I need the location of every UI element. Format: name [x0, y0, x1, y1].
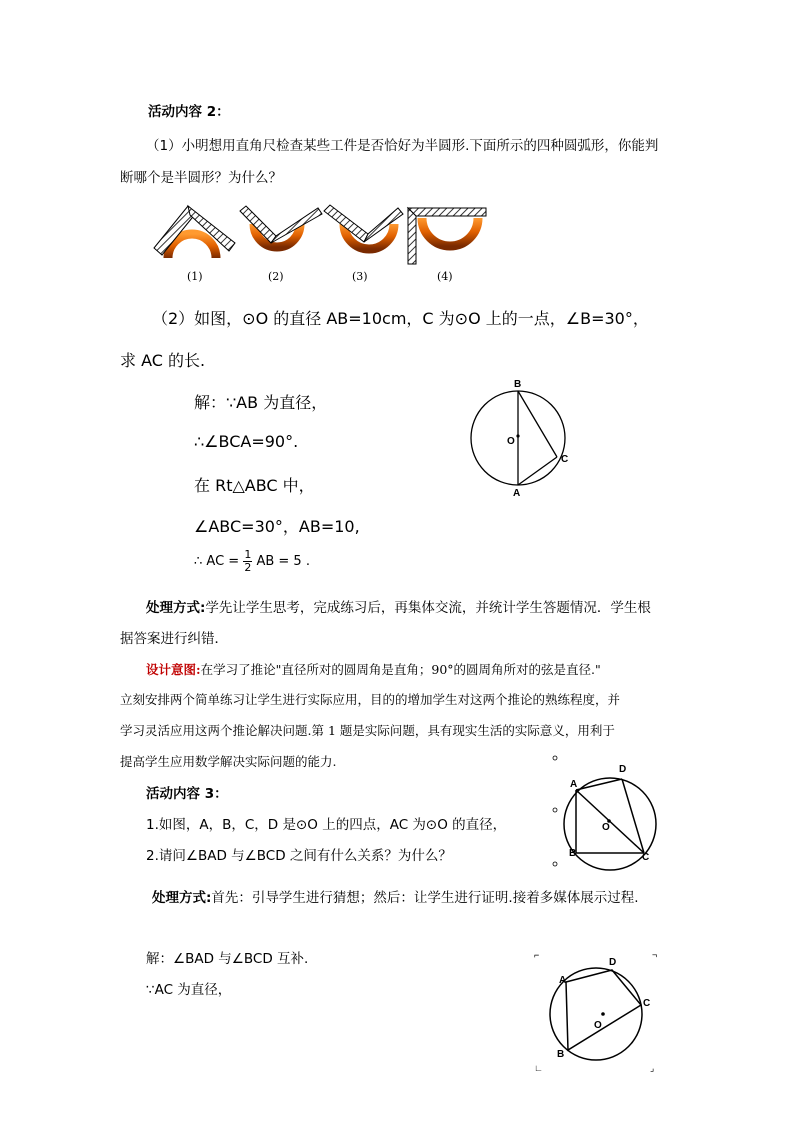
figure-1	[154, 206, 235, 258]
figure-label-3: (3)	[352, 270, 368, 283]
processing1-line2: 据答案进行纠错．	[120, 631, 228, 647]
figure-label-4: (4)	[437, 270, 453, 283]
solution-line1: 解：∵AB 为直径，	[194, 393, 328, 412]
figure-4	[408, 208, 486, 264]
activity3-title: 活动内容 3：	[146, 786, 228, 802]
processing1-text: 学先让学生思考，完成练习后，再集体交流，并统计学生答题情况．学生根	[205, 600, 651, 616]
processing1-line1	[146, 596, 651, 616]
circle2-label-D: D	[619, 764, 627, 775]
circle-figure-1	[466, 374, 586, 500]
circle3-label-O: O	[594, 1020, 602, 1031]
activity2-title: 活动内容 2：	[148, 104, 230, 120]
design-intent-line4: 提高学生应用数学解决实际问题的能力.	[120, 754, 337, 769]
solution-line5-suffix: AB = 5 .	[256, 554, 310, 569]
activity2-q2-line1: （2）如图，⊙O 的直径 AB=10cm，C 为⊙O 上的一点，∠B=30°，	[152, 309, 649, 328]
activity2-q2-line2: 求 AC 的长.	[120, 351, 206, 370]
svg-text:⌐: ⌐	[534, 950, 540, 960]
fraction-denominator: 2	[244, 561, 252, 574]
design-intent-label: 设计意图:	[146, 662, 201, 677]
design-intent-line2: 立刻安排两个简单练习让学生进行实际应用，目的的增加学生对这两个推论的熟练程度，并	[120, 692, 621, 707]
svg-text:⌟: ⌟	[650, 1063, 655, 1073]
solution-line2: ∴∠BCA=90°.	[194, 432, 299, 451]
circle3-label-D: D	[609, 957, 617, 968]
circle1-label-B: B	[514, 379, 522, 390]
processing2-text: 首先：引导学生进行猜想；然后：让学生进行证明.接着多媒体展示过程.	[211, 890, 639, 906]
activity3-q2: 2.请问∠BAD 与∠BCD 之间有什么关系？为什么？	[146, 848, 452, 864]
activity2-q1-line2: 断哪个是半圆形？为什么？	[120, 170, 282, 186]
figure-label-1: (1)	[187, 270, 203, 283]
processing1-label: 处理方式:	[146, 600, 206, 616]
design-intent-line3: 学习灵活应用这两个推论解决问题.第 1 题是实际问题，具有现实生活的实际意义，用利于	[120, 723, 615, 738]
circle3-label-B: B	[557, 1049, 565, 1060]
circle-figure-2	[546, 752, 666, 872]
circle-figure-3	[524, 948, 664, 1074]
solution2-line2: ∵AC 为直径，	[146, 982, 232, 998]
figure-3	[324, 205, 403, 249]
circle2-label-A: A	[570, 779, 578, 790]
circle2-label-C: C	[642, 852, 650, 863]
figure-label-2: (2)	[268, 270, 284, 283]
solution-line5-prefix: ∴ AC =	[194, 554, 240, 569]
solution2-line1: 解：∠BAD 与∠BCD 互补.	[146, 951, 309, 967]
circle2-label-O: O	[602, 822, 610, 833]
solution-line3: 在 Rt△ABC 中，	[194, 476, 315, 495]
activity2-q1-line1: （1）小明想用直角尺检查某些工件是否恰好为半圆形.下面所示的四种圆弧形，你能判	[146, 138, 659, 154]
design-intent-line1	[146, 660, 601, 678]
circle1-label-A: A	[513, 488, 521, 499]
circle1-label-O: O	[507, 436, 515, 447]
circle3-label-C: C	[643, 998, 651, 1009]
design-intent-text: 在学习了推论"直径所对的圆周角是直角；90°的圆周角所对的弦是直径."	[200, 662, 601, 677]
figure-2	[240, 206, 322, 247]
svg-text:∟: ∟	[534, 1063, 543, 1073]
fraction-one-half	[243, 549, 252, 574]
circle2-label-B: B	[569, 848, 577, 859]
processing2-line	[152, 886, 639, 906]
activity3-q1: 1.如图，A，B，C，D 是⊙O 上的四点，AC 为⊙O 的直径，	[146, 817, 507, 833]
circle3-label-A: A	[559, 975, 567, 986]
fraction-numerator: 1	[244, 548, 252, 561]
solution-line4: ∠ABC=30°，AB=10,	[194, 517, 360, 536]
svg-text:¬: ¬	[652, 950, 658, 960]
circle1-label-C: C	[561, 454, 569, 465]
solution-line5	[194, 549, 310, 574]
processing2-label: 处理方式:	[152, 890, 212, 906]
